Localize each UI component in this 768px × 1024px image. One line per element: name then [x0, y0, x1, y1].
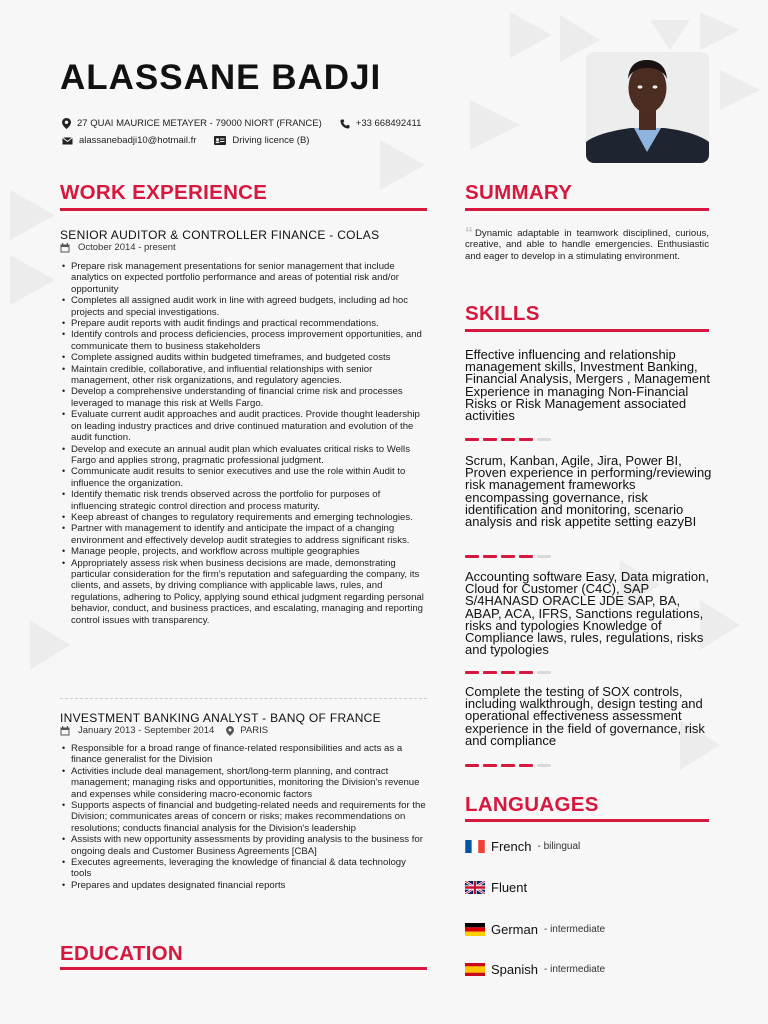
job-bullet-list [62, 261, 427, 626]
language-name: French [491, 839, 532, 854]
skill-level-dot [519, 671, 533, 674]
list-item: • Identify thematic risk trends observed across the portfolio for purposes of influencing strategic control direction and process maturity. [62, 489, 427, 512]
job-title: INVESTMENT BANKING ANALYST - BANQ OF FRANCE [60, 711, 381, 725]
job-meta [60, 242, 176, 253]
language-item [465, 922, 605, 937]
languages-rule [465, 819, 709, 822]
contact-row-1 [62, 118, 421, 129]
skill-level [465, 555, 551, 558]
skill-level-dot [465, 555, 479, 558]
list-item: • Executes agreements, leveraging the knowledge of financial & data technology tools [62, 857, 427, 880]
work-experience-heading: WORK EXPERIENCE [60, 181, 268, 204]
licence-item [214, 135, 309, 146]
skill-level-dot [483, 555, 497, 558]
email-item [62, 135, 196, 146]
skill-level-dot [519, 438, 533, 441]
email-text: alassanebadji10@hotmail.fr [79, 135, 197, 146]
skill-level-dot [483, 671, 497, 674]
job-dates: October 2014 - present [78, 242, 176, 253]
address-item [62, 118, 322, 129]
skill-level-dot [465, 671, 479, 674]
list-item: • Evaluate current audit approaches and audit practices. Provide thought leadership on leading industry practices and drive continued maturation and evolution of the audit function. [62, 409, 427, 443]
list-item: • Develop a comprehensive understanding of financial crime risk and processes leveraged to manage this risk at Wells Fargo. [62, 386, 427, 409]
skill-level-dot [537, 555, 551, 558]
skills-rule [465, 329, 709, 332]
work-experience-rule [60, 208, 427, 211]
skill-level-dot [483, 764, 497, 767]
skill-level-dot [537, 438, 551, 441]
skill-level [465, 671, 551, 674]
language-item [465, 839, 580, 854]
quote-icon: “ [465, 225, 473, 242]
skill-level [465, 438, 551, 441]
language-name: Fluent [491, 880, 528, 895]
list-item: • Prepare risk management presentations for senior management that include analytics on expected portfolio performance and areas of potential risk and/or opportunity [62, 261, 427, 295]
job-dates: January 2013 - September 2014 [78, 725, 215, 736]
skill-level-dot [501, 555, 515, 558]
skill-level-dot [537, 764, 551, 767]
phone-text: +33 668492411 [355, 118, 422, 129]
list-item: • Communicate audit results to senior executives and use the role within Audit to influence the organization. [62, 466, 427, 489]
profile-photo [586, 52, 709, 163]
skill-level-dot [465, 438, 479, 441]
list-item: • Complete assigned audits within budgeted timeframes, and budgeted costs [62, 352, 427, 363]
language-name: German [491, 922, 538, 937]
list-item: • Partner with management to identify and anticipate the impact of a changing environment and effectively develop audit strategies to address significant risks. [62, 523, 427, 546]
language-item [465, 962, 605, 977]
skill-item: Complete the testing of SOX controls, including walkthrough, design testing and operational effectiveness assessment experience in the field of governance, risk and compliance [465, 684, 705, 748]
id-card-icon [214, 136, 226, 145]
language-item [465, 880, 527, 895]
spanish-flag-icon [465, 963, 485, 976]
skill-level-dot [465, 764, 479, 767]
skill-level-dot [483, 438, 497, 441]
list-item: • Identify controls and process deficiencies, process improvement opportunities, and communicate them to business stakeholders [62, 329, 427, 352]
address-text: 27 QUAI MAURICE METAYER - 79000 NIORT (FRANCE) [77, 118, 322, 129]
languages-heading: LANGUAGES [465, 793, 599, 816]
language-level: - intermediate [543, 964, 606, 975]
german-flag-icon [465, 923, 485, 936]
language-level: - bilingual [537, 841, 581, 852]
list-item: • Appropriately assess risk when business decisions are made, demonstrating particular consideration for the firm's reputation and safeguarding the company, its clients, and assets, by driving compliance with applicable laws, rules, and regulations, adhering to Policy, applying sound ethical judgment regarding personal behavior, conduct, and business practices, and escalating, managing and reporting control issues with transparency. [62, 558, 427, 626]
email-icon [62, 137, 73, 145]
summary-text: Dynamic adaptable in teamwork disciplined, curious, creative, and able to handle emergencies. Enthusiastic and eager to develop in a stimulating environment. [465, 228, 709, 262]
skills-heading: SKILLS [465, 302, 540, 325]
list-item: • Prepares and updates designated financial reports [62, 880, 427, 891]
calendar-icon [60, 726, 70, 736]
licence-text: Driving licence (B) [232, 135, 310, 146]
language-level: - intermediate [543, 924, 606, 935]
skill-item: Scrum, Kanban, Agile, Jira, Power BI, Proven experience in performing/reviewing risk management frameworks encompassing governance, risk identification and monitoring, scenario analysis and risk appetite setting eazyBI [465, 453, 712, 530]
skill-level-dot [501, 671, 515, 674]
phone-item [340, 118, 422, 129]
education-rule [60, 967, 427, 970]
list-item: • Maintain credible, collaborative, and influential relationships with senior management, other risk organizations, and regulatory agencies. [62, 364, 427, 387]
candidate-name: ALASSANE BADJI [60, 58, 382, 97]
job-bullet-list [62, 743, 427, 891]
summary-text-block [465, 225, 709, 262]
list-item: • Develop and execute an annual audit plan which evaluates critical risks to Wells Fargo and applies strong, pragmatic professional judgment. [62, 444, 427, 467]
list-item: • Completes all assigned audit work in line with agreed budgets, including ad hoc projects and special investigations. [62, 295, 427, 318]
list-item: • Keep abreast of changes to regulatory requirements and emerging technologies. [62, 512, 427, 523]
skill-item: Accounting software Easy, Data migration, Cloud for Customer (C4C), SAP S/4HANASD ORACLE JDE SAP, BA, ABAP, ACA, IFRS, Sanctions regulations, risks and typologies Knowledge of Compliance laws, rules, regulations, risks and typologies [465, 569, 709, 658]
list-item: • Manage people, projects, and workflow across multiple geographies [62, 546, 427, 557]
skill-level-dot [501, 438, 515, 441]
list-item: • Activities include deal management, short/long-term planning, and contract management; managing risks and opportunities, monitoring the Division's revenue and expenses while considering macro-economic factors [62, 766, 427, 800]
summary-heading: SUMMARY [465, 181, 573, 204]
uk-flag-icon [465, 881, 485, 894]
list-item: • Prepare audit reports with audit findings and practical recommendations. [62, 318, 427, 329]
education-heading: EDUCATION [60, 942, 184, 965]
skill-level-dot [519, 555, 533, 558]
language-name: Spanish [491, 962, 538, 977]
job-divider [60, 698, 427, 699]
location-pin-icon [226, 726, 234, 736]
skill-item: Effective influencing and relationship management skills, Investment Banking, Financial Analysis, Mergers , Management Experience in managing Non-Financial Risks or Risk Management associated activities [465, 347, 710, 424]
job-location: PARIS [240, 725, 269, 736]
location-pin-icon [62, 118, 71, 129]
calendar-icon [60, 243, 70, 253]
phone-icon [340, 119, 350, 129]
job-title: SENIOR AUDITOR & CONTROLLER FINANCE - COLAS [60, 228, 380, 242]
job-meta [60, 725, 268, 736]
skill-level-dot [501, 764, 515, 767]
list-item: • Supports aspects of financial and budgeting-related needs and requirements for the Division; communicates areas of concern or risks; makes recommendations on resolutions; conducts financial analysis for the Division's leadership [62, 800, 427, 834]
contact-row-2 [62, 135, 309, 146]
skill-level-dot [537, 671, 551, 674]
skill-level [465, 764, 551, 767]
french-flag-icon [465, 840, 485, 853]
summary-rule [465, 208, 709, 211]
skill-level-dot [519, 764, 533, 767]
list-item: • Assists with new opportunity assessments by providing analysis to the business for ongoing deals and Customer Business Agreements [CBA] [62, 834, 427, 857]
list-item: • Responsible for a broad range of finance-related responsibilities and acts as a finance generalist for the Division [62, 743, 427, 766]
